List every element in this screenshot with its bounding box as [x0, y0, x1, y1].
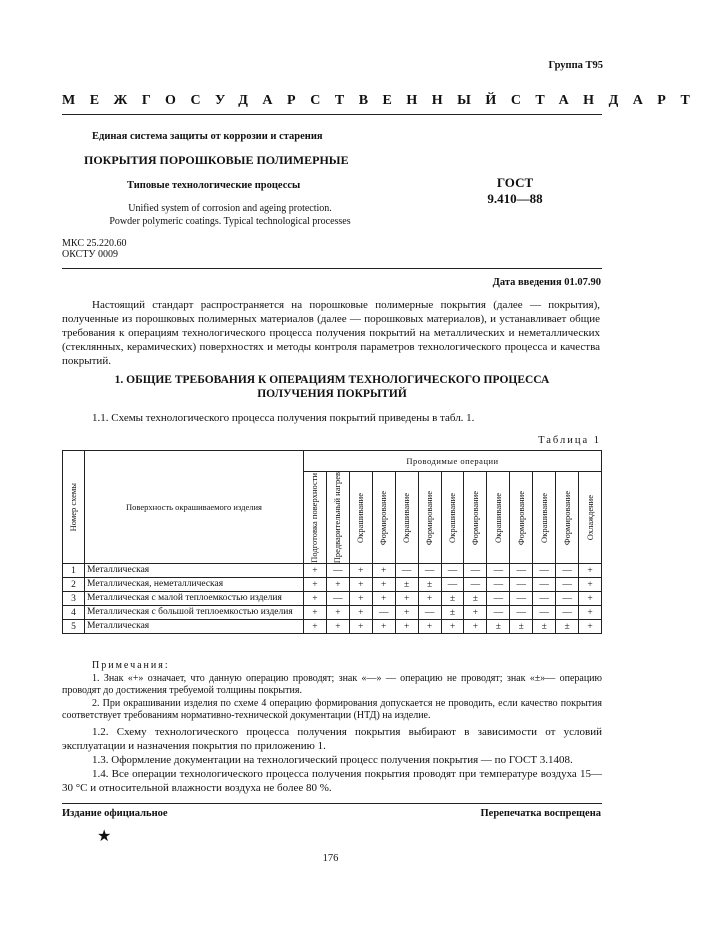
classification-codes: [62, 238, 126, 260]
section-1-heading-line-1: 1. ОБЩИЕ ТРЕБОВАНИЯ К ОПЕРАЦИЯМ ТЕХНОЛОГИЧЕСКОГО ПРОЦЕССА: [114, 374, 550, 386]
operation-header: Формирование: [418, 472, 441, 564]
operation-mark: +: [464, 620, 487, 634]
operation-mark: +: [304, 606, 327, 620]
notes-title: Примечания:: [92, 660, 170, 671]
page-number: 176: [322, 853, 339, 864]
operation-header: Подготовка поверхности: [304, 472, 327, 564]
operation-mark: —: [556, 606, 579, 620]
scheme-number: 1: [63, 564, 85, 578]
operation-mark: ±: [418, 578, 441, 592]
operation-mark: ±: [441, 606, 464, 620]
operation-mark: —: [533, 564, 556, 578]
operation-mark: —: [556, 592, 579, 606]
clause-1-1: 1.1. Схемы технологического процесса получения покрытий приведены в табл. 1.: [92, 412, 475, 424]
operation-mark: +: [326, 620, 349, 634]
operation-mark: +: [418, 620, 441, 634]
section-1-heading-line-2: ПОЛУЧЕНИЯ ПОКРЫТИЙ: [257, 388, 407, 400]
operation-mark: +: [441, 620, 464, 634]
operation-mark: —: [441, 564, 464, 578]
reprint-prohibited: Перепечатка воспрещена: [480, 808, 601, 819]
operation-mark: —: [510, 592, 533, 606]
operation-mark: —: [510, 606, 533, 620]
gost-designation: [470, 175, 560, 207]
operation-mark: +: [579, 564, 602, 578]
header-operations: Проводимые операции: [304, 451, 602, 472]
operation-mark: —: [418, 564, 441, 578]
notes-block: [62, 660, 602, 795]
operation-mark: —: [510, 564, 533, 578]
operation-mark: —: [533, 606, 556, 620]
operation-mark: +: [304, 592, 327, 606]
operation-header: Охлаждение: [579, 472, 602, 564]
operation-mark: +: [349, 564, 372, 578]
table-row: [63, 606, 602, 620]
operation-header: Формирование: [464, 472, 487, 564]
operation-header: Окрашивание: [395, 472, 418, 564]
gost-number: 9.410—88: [487, 191, 543, 206]
operation-mark: +: [304, 564, 327, 578]
banner-word-1: МЕЖГОСУДАРСТВЕННЫЙ: [62, 93, 511, 108]
operation-mark: +: [464, 606, 487, 620]
surface-cell: Металлическая: [85, 620, 304, 634]
operation-mark: +: [372, 564, 395, 578]
note-2: 2. При окрашивании изделия по схеме 4 операцию формирования допускается не проводить, если качество покрытия соответствует требованиям нормативно-технической документации (НТД) на изделие.: [62, 697, 602, 721]
table-row: [63, 620, 602, 634]
footer-rule: [62, 803, 602, 804]
scheme-number: 4: [63, 606, 85, 620]
gost-label: ГОСТ: [496, 175, 534, 190]
english-title: [85, 202, 375, 228]
operation-mark: +: [304, 578, 327, 592]
operation-mark: —: [326, 564, 349, 578]
operation-mark: +: [418, 592, 441, 606]
operation-mark: —: [510, 578, 533, 592]
table-row: [63, 578, 602, 592]
scheme-number: 2: [63, 578, 85, 592]
effective-date: Дата введения 01.07.90: [492, 277, 601, 288]
okstu-code: ОКСТУ 0009: [62, 249, 119, 260]
clause-1-3: 1.3. Оформление документации на технологический процесс получения покрытия — по ГОСТ 3.1408.: [92, 753, 573, 766]
operation-mark: +: [372, 592, 395, 606]
mks-code: МКС 25.220.60: [62, 238, 127, 249]
operation-mark: —: [487, 606, 510, 620]
group-code: Группа Т95: [548, 60, 603, 71]
operation-mark: —: [441, 578, 464, 592]
operation-mark: —: [487, 578, 510, 592]
operation-header: Окрашивание: [349, 472, 372, 564]
operation-mark: +: [304, 620, 327, 634]
operation-mark: +: [579, 578, 602, 592]
operation-mark: +: [579, 606, 602, 620]
operation-mark: +: [395, 620, 418, 634]
operation-mark: +: [395, 606, 418, 620]
operation-mark: +: [395, 592, 418, 606]
operation-mark: +: [349, 606, 372, 620]
operation-mark: —: [418, 606, 441, 620]
operation-mark: —: [533, 578, 556, 592]
operation-mark: —: [372, 606, 395, 620]
operation-mark: +: [349, 620, 372, 634]
operation-mark: —: [326, 592, 349, 606]
operation-mark: +: [372, 578, 395, 592]
english-title-line-2: Powder polymeric coatings. Typical technological processes: [109, 216, 351, 227]
surface-cell: Металлическая, неметаллическая: [85, 578, 304, 592]
section-1-heading: [62, 373, 602, 401]
header-rule: [62, 268, 602, 269]
table-caption: Таблица 1: [538, 435, 601, 446]
banner-rule: [62, 114, 602, 115]
operation-mark: ±: [487, 620, 510, 634]
clause-1-4: 1.4. Все операции технологического процесса получения покрытия проводят при температуре воздуха 15—30 °С и относительной влажности воздуха не более 80 %.: [62, 767, 602, 794]
scheme-number: 5: [63, 620, 85, 634]
operation-header: Окрашивание: [441, 472, 464, 564]
star-icon: ★: [97, 828, 112, 845]
operation-mark: —: [533, 592, 556, 606]
series-title: Единая система защиты от коррозии и старения: [92, 131, 323, 142]
operation-mark: ±: [464, 592, 487, 606]
operation-mark: +: [579, 620, 602, 634]
operation-mark: ±: [556, 620, 579, 634]
operation-mark: +: [349, 592, 372, 606]
operation-mark: +: [349, 578, 372, 592]
note-1: 1. Знак «+» означает, что данную операцию проводят; знак «—» — операцию не проводят; знак «±»— операцию проводят до достижения требуемой толщины покрытия.: [62, 672, 602, 696]
table-1: [62, 450, 602, 634]
operation-mark: ±: [510, 620, 533, 634]
operation-header: Окрашивание: [487, 472, 510, 564]
surface-cell: Металлическая с большой теплоемкостью изделия: [85, 606, 304, 620]
operation-mark: —: [556, 578, 579, 592]
operation-mark: —: [464, 564, 487, 578]
operation-mark: —: [395, 564, 418, 578]
english-title-line-1: Unified system of corrosion and ageing protection.: [128, 203, 332, 214]
operation-mark: —: [487, 592, 510, 606]
operation-header: Предварительный нагрев: [326, 472, 349, 564]
banner-word-2: СТАНДАРТ: [510, 93, 704, 108]
operation-mark: +: [579, 592, 602, 606]
document-title: ПОКРЫТИЯ ПОРОШКОВЫЕ ПОЛИМЕРНЫЕ: [84, 153, 349, 167]
operation-header: Формирование: [510, 472, 533, 564]
operation-header: Формирование: [372, 472, 395, 564]
operation-header: Окрашивание: [533, 472, 556, 564]
operation-header: Формирование: [556, 472, 579, 564]
banner: [62, 93, 704, 109]
surface-cell: Металлическая с малой теплоемкостью изделия: [85, 592, 304, 606]
operation-mark: ±: [395, 578, 418, 592]
header-surface: Поверхность окрашиваемого изделия: [85, 451, 304, 564]
operation-mark: ±: [441, 592, 464, 606]
operation-mark: +: [372, 620, 395, 634]
operation-mark: —: [464, 578, 487, 592]
intro-paragraph: Настоящий стандарт распространяется на порошковые полимерные покрытия (далее — покрытия), полученные из порошковых полимерных материалов (далее — порошковых материалов), и устанавливает общие требования к операциям технологического процесса получения покрытий на металлических и неметаллических (стеклянных, керамических) поверхностях и методы контроля параметров технологического процесса и качества покрытий.: [62, 299, 600, 367]
document-subtitle: Типовые технологические процессы: [127, 180, 301, 191]
operation-mark: —: [556, 564, 579, 578]
surface-cell: Металлическая: [85, 564, 304, 578]
operation-mark: +: [326, 578, 349, 592]
operation-mark: +: [326, 606, 349, 620]
operation-mark: —: [487, 564, 510, 578]
official-edition: Издание официальное: [62, 808, 168, 819]
table-row: [63, 592, 602, 606]
header-scheme-number: Номер схемы: [63, 451, 85, 564]
table-row: [63, 564, 602, 578]
operation-mark: ±: [533, 620, 556, 634]
scheme-number: 3: [63, 592, 85, 606]
clause-1-2: 1.2. Схему технологического процесса получения покрытия выбирают в зависимости от условий эксплуатации и назначения покрытия по приложению 1.: [62, 725, 602, 752]
